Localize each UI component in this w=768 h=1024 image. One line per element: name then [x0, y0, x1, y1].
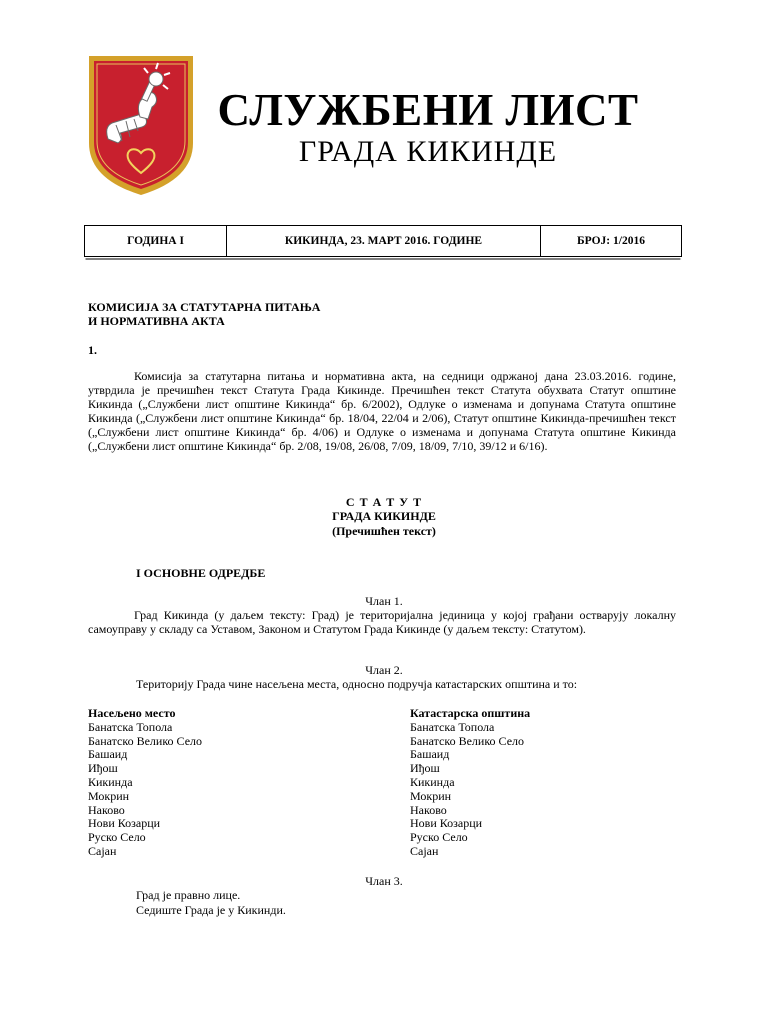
article-2-heading: Члан 2.: [365, 663, 403, 677]
list-item: Мокрин: [410, 788, 452, 803]
list-item: Башаид: [410, 747, 450, 762]
article-1-text: Град Кикинда (у даљем тексту: Град) је територијална јединица у којој грађани остварују локалну самоуправу у складу са Уставом, Законом и Статутом Града Кикинде (у даљем тексту: Статутом).: [88, 608, 676, 636]
list-item: Наково: [88, 802, 125, 817]
issue-number: БРОЈ: 1/2016: [577, 235, 645, 247]
list-item: Кикинда: [410, 774, 455, 789]
gazette-title: СЛУЖБЕНИ ЛИСТ: [217, 85, 639, 135]
settlements-header: Насељено место: [88, 706, 176, 720]
commission-heading-line2: И НОРМАТИВНА АКТА: [88, 314, 225, 328]
list-item: Нови Козарци: [410, 816, 483, 831]
list-item: Руско Село: [88, 830, 146, 845]
list-item: Иђош: [88, 761, 118, 776]
cadastral-list: [410, 707, 530, 859]
commission-heading-line1: КОМИСИЈА ЗА СТАТУТАРНА ПИТАЊА: [88, 300, 321, 314]
issue-place-date: КИКИНДА, 23. МАРТ 2016. ГОДИНЕ: [227, 226, 541, 256]
article-2-text: Територију Града чине насељена места, односно подручја катастарских општина и то:: [136, 677, 578, 691]
list-item: Мокрин: [88, 788, 130, 803]
issue-info-box: [84, 225, 682, 257]
list-item: Банатско Велико Село: [88, 733, 203, 748]
list-item: Руско Село: [410, 830, 468, 845]
item-number: 1.: [88, 343, 97, 357]
article-3-line1: Град је правно лице.: [136, 888, 241, 902]
article-3-heading: Члан 3.: [365, 874, 403, 888]
article-1-heading: Члан 1.: [365, 594, 403, 608]
list-item: Сајан: [410, 843, 439, 858]
statute-note: (Пречишћен текст): [332, 524, 436, 538]
list-item: Кикинда: [88, 774, 133, 789]
article-3-line2: Седиште Града је у Кикинди.: [136, 903, 286, 917]
list-item: Иђош: [410, 761, 440, 776]
statute-title: С Т А Т У Т: [345, 495, 423, 509]
gazette-subtitle: ГРАДА КИКИНДЕ: [298, 135, 558, 168]
settlements-list: [88, 707, 202, 859]
list-item: Сајан: [88, 843, 117, 858]
section-heading: I ОСНОВНЕ ОДРЕДБЕ: [136, 566, 266, 580]
commission-paragraph: Комисија за статутарна питања и нормативна акта, на седници одржаној дана 23.03.2016. године, утврдила је пречишћен текст Статута Града Кикинде. Пречишћен текст Статута обухвата Статут општине Кикинда („Службени лист општине Кикинда“ бр. 6/2002), Одлуке о изменама и допунама Статута општине Кикинда („Службени лист општине Кикинда“ бр. 18/04, 22/04 и 2/06), Статут општине Кикинда-пречишћен текст („Службени лист општине Кикинда“ бр. 4/06) и Одлуке о изменама и допунама Статута општине Кикинда („Службени лист општине Кикинда“ бр. 2/08, 19/08, 26/08, 7/09, 18/09, 7/10, 39/12 и 6/16).: [88, 369, 676, 453]
list-item: Банатска Топола: [410, 719, 495, 734]
list-item: Наково: [410, 802, 447, 817]
list-item: Нови Козарци: [88, 816, 161, 831]
statute-subtitle: ГРАДА КИКИНДЕ: [332, 509, 436, 523]
list-item: Банатско Велико Село: [410, 733, 525, 748]
list-item: Банатска Топола: [88, 719, 173, 734]
issue-year: ГОДИНА I: [85, 226, 227, 256]
cadastral-header: Катастарска општина: [410, 706, 531, 720]
list-item: Башаид: [88, 747, 128, 762]
